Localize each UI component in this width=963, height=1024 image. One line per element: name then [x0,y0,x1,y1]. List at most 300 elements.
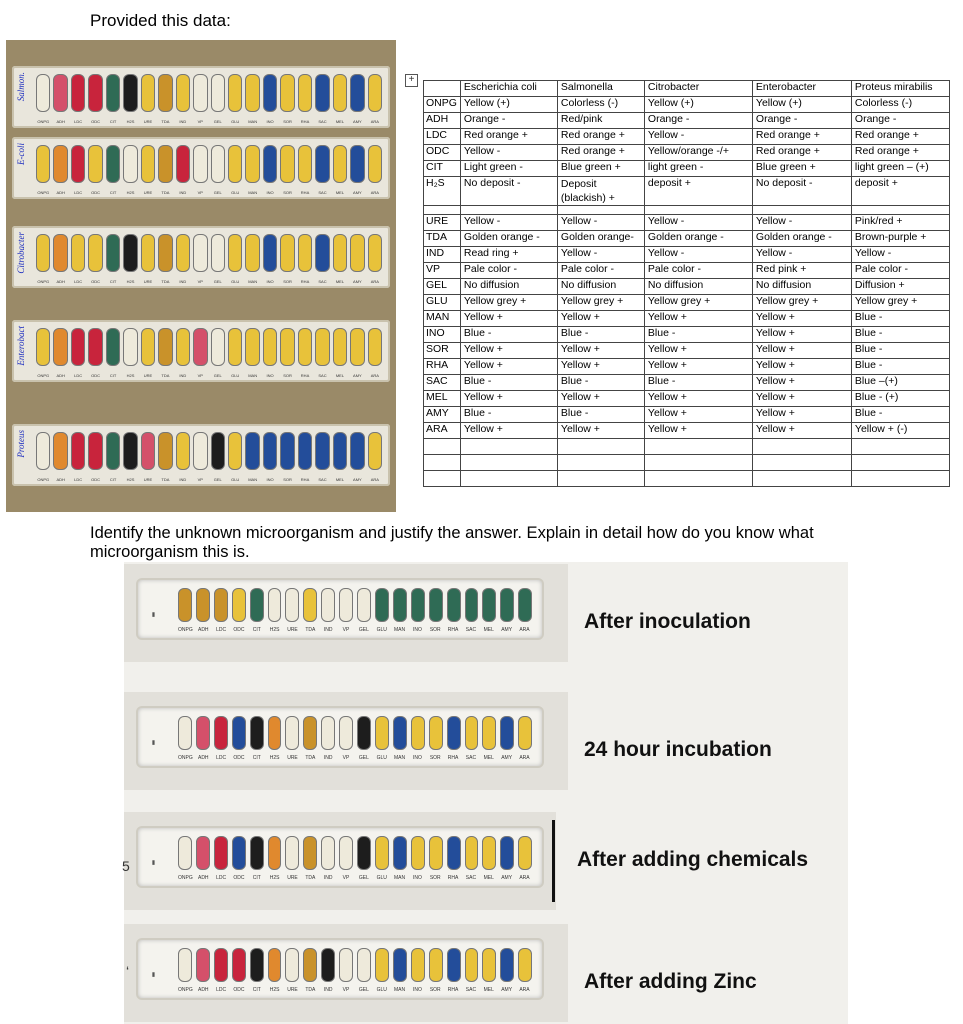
table-row [424,311,950,327]
test-well [211,74,225,112]
result-cell: Red orange + [752,145,851,161]
strip-handwritten-label: Citrobacter [16,232,26,274]
well-code: GLU [231,119,240,124]
test-well [411,588,425,622]
result-cell: Yellow - [460,145,557,161]
result-cell: Blue - [851,327,949,343]
well-code: INO [266,190,274,195]
test-well [228,234,242,272]
test-well [193,432,207,470]
test-well [71,328,85,366]
well-code: MAN [393,627,406,633]
result-cell: Blue - [557,327,644,343]
well-code: GLU [231,373,240,378]
test-well [350,145,364,183]
unknown-strip [138,708,542,766]
test-well [429,836,443,870]
result-cell: Yellow (+) [460,97,557,113]
test-well [245,74,259,112]
test-well [250,716,264,750]
test-well [71,234,85,272]
table-header-cell: Citrobacter [644,81,752,97]
result-cell: Yellow grey + [752,295,851,311]
test-wells [178,836,532,870]
result-cell: Yellow + [752,375,851,391]
well-code: CIT [109,279,117,284]
test-well [232,716,246,750]
result-cell: Yellow - [851,247,949,263]
well-code: TDA [305,755,316,761]
result-cell: light green – (+) [851,161,949,177]
result-cell: No diffusion [460,279,557,295]
well-code: ARA [519,755,530,761]
test-well [339,588,353,622]
test-well [88,74,102,112]
test-well [268,716,282,750]
result-cell: Blue –(+) [851,375,949,391]
result-cell: Yellow grey + [851,295,949,311]
test-well [106,234,120,272]
well-code: ARA [370,477,379,482]
table-row [424,177,950,206]
well-code: H2S [269,875,280,881]
test-well [88,432,102,470]
test-well [298,432,312,470]
well-code: GLU [231,477,240,482]
reference-strip [12,137,390,199]
strip-handwritten-label: Enterobact [16,326,26,366]
stage-label: After adding Zinc [584,970,757,993]
well-code: URE [143,119,153,124]
table-row [424,97,950,113]
test-well [141,234,155,272]
well-code: H2S [269,627,280,633]
well-code: CIT [252,875,261,881]
well-code: IND [179,373,187,378]
result-cell: Pale color - [557,263,644,279]
result-cell: Yellow - [644,215,752,231]
result-cell: Diffusion + [851,279,949,295]
test-well [214,948,228,982]
result-cell: Brown-purple + [851,231,949,247]
result-cell: deposit + [644,177,752,206]
well-code: ADH [197,875,209,881]
test-well [176,145,190,183]
test-well [333,432,347,470]
result-cell: Read ring + [460,247,557,263]
well-code: AMY [501,875,513,881]
test-code-cell: ADH [424,113,461,129]
test-code-cell: TDA [424,231,461,247]
table-row [424,215,950,231]
table-row [424,327,950,343]
result-cell: Yellow/orange -/+ [644,145,752,161]
well-code: MAN [248,190,258,195]
well-code: VP [197,119,203,124]
test-well [228,74,242,112]
well-code: IND [323,875,333,881]
well-code: MEL [335,373,345,378]
result-cell: No deposit - [752,177,851,206]
reference-strip [12,226,390,288]
well-code: GEL [213,119,222,124]
test-well [303,948,317,982]
well-code: VP [342,987,350,993]
result-cell: No diffusion [557,279,644,295]
well-code: SAC [318,190,327,195]
well-code: GEL [213,279,222,284]
result-cell: deposit + [851,177,949,206]
test-well [321,716,335,750]
well-code: TDA [161,279,170,284]
well-code: ODC [233,987,245,993]
well-code: URE [287,755,298,761]
test-well [158,234,172,272]
test-well [375,716,389,750]
test-well [303,716,317,750]
test-well [315,432,329,470]
test-well [518,836,532,870]
well-code: CIT [109,373,117,378]
test-well [482,588,496,622]
test-well [245,432,259,470]
test-well [268,836,282,870]
test-well [88,234,102,272]
well-code: ONPG [178,755,193,761]
table-header-cell: Enterobacter [752,81,851,97]
well-code: SAC [465,627,477,633]
test-well [339,716,353,750]
well-code: IND [179,279,187,284]
test-well [36,432,50,470]
well-code: VP [197,279,203,284]
well-code: AMY [501,627,513,633]
test-well [232,948,246,982]
result-cell: Golden orange - [644,231,752,247]
test-well [106,432,120,470]
well-code: MEL [483,987,494,993]
well-code: GEL [213,190,222,195]
well-code: LDC [74,190,83,195]
result-cell: Blue green + [752,161,851,177]
result-cell: Blue - [851,407,949,423]
test-well [245,145,259,183]
well-code: URE [143,373,153,378]
test-well [393,948,407,982]
test-well [411,836,425,870]
well-code: MAN [248,119,258,124]
test-well [339,836,353,870]
test-wells [36,234,382,272]
test-well [429,716,443,750]
well-code: GLU [376,875,387,881]
test-well [500,716,514,750]
well-code: GEL [358,875,369,881]
test-well [193,234,207,272]
well-code: ADH [197,755,209,761]
test-well [350,328,364,366]
test-well [465,836,479,870]
table-row [424,231,950,247]
well-code: ODC [233,755,245,761]
well-code: ODC [91,279,101,284]
result-cell: Yellow + [644,391,752,407]
test-well [500,588,514,622]
table-row [424,161,950,177]
result-cell: Golden orange - [460,231,557,247]
test-well [350,234,364,272]
well-code: INO [412,755,422,761]
result-cell: Blue - [460,327,557,343]
well-code: GLU [231,190,240,195]
test-well [280,432,294,470]
well-code: SOR [429,755,441,761]
result-cell: Yellow (+) [752,97,851,113]
test-wells [178,716,532,750]
well-code: INO [412,987,422,993]
result-cell: Yellow + [557,343,644,359]
test-well [53,328,67,366]
well-code: RHA [300,119,310,124]
well-code-labels [36,190,382,195]
question-text: Identify the unknown microorganism and justify the answer. Explain in detail how do you know what microorganism this is. [90,524,814,561]
well-code: ODC [233,627,245,633]
test-code-cell: CIT [424,161,461,177]
result-cell: Blue - (+) [851,391,949,407]
test-well [339,948,353,982]
well-code: SOR [283,477,292,482]
strip-tag-icon: ▮ [151,611,157,618]
well-code: MAN [248,477,258,482]
test-well [193,74,207,112]
well-code: GLU [376,987,387,993]
test-well [375,836,389,870]
result-cell: Orange - [460,113,557,129]
test-code-cell: ARA [424,423,461,439]
well-code: ONPG [37,477,50,482]
test-well [263,145,277,183]
result-cell: Blue - [851,359,949,375]
well-code: TDA [161,119,170,124]
well-code: CIT [252,987,261,993]
test-well [375,948,389,982]
result-cell: Golden orange - [752,231,851,247]
test-well [280,74,294,112]
well-code: INO [412,627,422,633]
well-code: LDC [216,755,227,761]
result-cell: Red orange + [851,129,949,145]
result-cell: Yellow grey + [557,295,644,311]
well-code: AMY [501,755,513,761]
test-well [315,328,329,366]
well-code: RHA [447,627,459,633]
test-well [429,948,443,982]
test-well [53,234,67,272]
well-code: TDA [161,477,170,482]
test-well [211,432,225,470]
result-cell: Yellow + [557,311,644,327]
well-code: MEL [335,477,345,482]
test-well [141,432,155,470]
well-code: ARA [370,119,379,124]
test-well [211,145,225,183]
strip-tag-icon: ▮ [151,971,157,978]
reference-strips-photo [6,40,396,512]
reference-table-panel [396,60,963,496]
test-well [176,432,190,470]
well-code: MEL [483,627,494,633]
well-code: ADH [56,477,65,482]
table-row [424,279,950,295]
well-code: CIT [109,119,117,124]
result-cell: Red orange + [460,129,557,145]
well-code: CIT [252,627,261,633]
well-code: H2S [126,190,135,195]
test-well [447,716,461,750]
result-cell: Red orange + [752,129,851,145]
result-cell: Yellow + [752,391,851,407]
test-well [280,145,294,183]
test-well [465,588,479,622]
test-well [315,234,329,272]
well-code: RHA [300,190,310,195]
test-well [211,234,225,272]
well-code: RHA [300,279,310,284]
result-cell: Blue - [644,327,752,343]
table-row [424,359,950,375]
result-cell: Yellow + [644,343,752,359]
test-well [158,328,172,366]
well-code: URE [287,627,298,633]
result-cell: Blue - [851,343,949,359]
table-header-row [424,81,950,97]
well-code: SOR [283,119,292,124]
reference-strip [12,424,390,486]
test-well [196,948,210,982]
test-well [315,145,329,183]
result-cell: Yellow + [557,359,644,375]
well-code: TDA [305,875,316,881]
test-code-cell: INO [424,327,461,343]
well-code: LDC [216,627,227,633]
well-code: TDA [305,627,316,633]
table-row [424,375,950,391]
well-code: ADH [56,373,65,378]
result-cell: Yellow + [460,423,557,439]
test-code-cell: AMY [424,407,461,423]
well-code: LDC [74,477,83,482]
result-cell: Yellow + [752,311,851,327]
well-code: SAC [318,119,327,124]
well-code: RHA [447,755,459,761]
well-code: MAN [393,987,406,993]
well-code: H2S [126,477,135,482]
test-code-cell: VP [424,263,461,279]
well-code: ODC [233,875,245,881]
well-code: VP [197,190,203,195]
test-code-cell: MEL [424,391,461,407]
unknown-strip [138,580,542,638]
result-cell: Pink/red + [851,215,949,231]
result-cell: Red pink + [752,263,851,279]
table-header-cell: Escherichia coli [460,81,557,97]
test-well [53,432,67,470]
well-code: ARA [519,987,530,993]
result-cell: Yellow + [460,391,557,407]
test-code-cell: SAC [424,375,461,391]
well-code: MEL [483,875,494,881]
test-well [315,74,329,112]
test-well [393,836,407,870]
strip-handwritten-label: E-coli [16,143,26,165]
well-code: AMY [353,190,362,195]
strip-tag-icon: ▮ [151,859,157,866]
result-cell: Yellow + [752,343,851,359]
test-code-cell: GLU [424,295,461,311]
test-wells [36,74,382,112]
well-code: GEL [213,477,222,482]
result-cell: Yellow - [752,215,851,231]
well-code: RHA [300,477,310,482]
test-well [285,716,299,750]
well-code: SAC [465,755,477,761]
well-code: INO [266,279,274,284]
stage-label: 24 hour incubation [584,738,772,761]
test-well [106,145,120,183]
result-cell: Yellow + (-) [851,423,949,439]
test-well [158,432,172,470]
test-well [141,145,155,183]
table-spacer-row [424,206,950,215]
test-code-cell: ONPG [424,97,461,113]
test-well [36,234,50,272]
well-code: URE [287,875,298,881]
test-well [393,716,407,750]
well-code: ONPG [37,373,50,378]
test-well [88,328,102,366]
well-code: INO [266,119,274,124]
well-code: ONPG [178,627,193,633]
test-well [375,588,389,622]
well-code: VP [197,477,203,482]
test-well [178,948,192,982]
test-well [350,432,364,470]
table-row [424,247,950,263]
well-code: IND [179,190,187,195]
test-well [298,145,312,183]
test-well [214,716,228,750]
table-move-handle-icon[interactable]: + [405,74,418,87]
result-cell: light green - [644,161,752,177]
test-well [333,74,347,112]
photo-divider [552,820,555,902]
well-code: AMY [501,987,513,993]
well-code: SAC [318,477,327,482]
unknown-strips-photo [124,562,848,1024]
well-code-labels [36,119,382,124]
well-code-labels [36,373,382,378]
strip-tag-icon: ▮ [151,739,157,746]
reference-strip [12,66,390,128]
well-code: SOR [283,279,292,284]
test-well [214,836,228,870]
well-code: ONPG [37,119,50,124]
table-header-cell: Proteus mirabilis [851,81,949,97]
well-code: IND [179,477,187,482]
test-code-cell: H₂S [424,177,461,206]
well-code: GLU [376,627,387,633]
well-code: AMY [353,119,362,124]
